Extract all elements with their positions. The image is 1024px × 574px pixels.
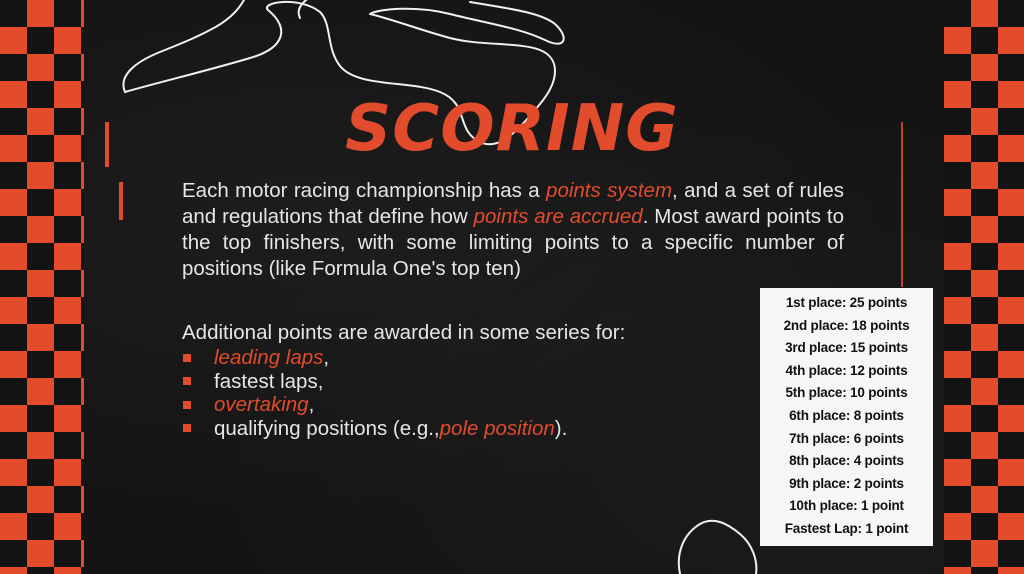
points-row: 9th place: 2 points xyxy=(789,475,904,491)
highlight-points-system: points system xyxy=(546,179,673,202)
checkered-flag-right xyxy=(944,0,1024,574)
accent-stripe xyxy=(119,182,123,220)
square-bullet-icon xyxy=(183,424,191,432)
bullet-highlight: leading laps xyxy=(214,346,324,369)
points-row: 8th place: 4 points xyxy=(789,453,904,469)
bullet-text: , xyxy=(308,393,315,416)
points-row: Fastest Lap: 1 point xyxy=(784,520,909,536)
bonus-intro: Additional points are awarded in some series for: xyxy=(182,321,626,344)
bullet-highlight: pole position xyxy=(439,416,555,440)
square-bullet-icon xyxy=(183,401,191,409)
bonus-list xyxy=(182,346,567,440)
list-item xyxy=(182,417,567,441)
points-row: 2nd place: 18 points xyxy=(783,317,910,333)
points-row: 7th place: 6 points xyxy=(789,430,904,446)
list-item xyxy=(182,370,567,394)
list-item xyxy=(182,393,567,417)
points-list xyxy=(760,292,933,541)
paragraph-text: Each motor racing championship has a xyxy=(182,179,547,202)
square-bullet-icon xyxy=(183,377,191,385)
points-table-card xyxy=(760,288,933,546)
points-row: 4th place: 12 points xyxy=(785,362,908,378)
list-item xyxy=(182,346,567,370)
paragraph-text: . Most award points to the top finishers, with some limiting points to a specific number of positions (like Formula One's top ten) xyxy=(182,205,845,280)
bullet-text: fastest laps, xyxy=(214,369,324,393)
slide-title: SCORING xyxy=(345,92,679,166)
points-row: 1st place: 25 points xyxy=(785,295,908,310)
points-row: 6th place: 8 points xyxy=(789,407,904,423)
points-row: 3rd place: 15 points xyxy=(785,340,908,356)
bullet-highlight: overtaking xyxy=(214,393,309,416)
bullet-text: ). xyxy=(554,416,568,440)
square-bullet-icon xyxy=(183,354,191,362)
bullet-text: qualifying positions (e.g., xyxy=(214,416,440,440)
intro-paragraph xyxy=(182,178,844,282)
checkered-flag-left xyxy=(0,0,84,574)
bullet-text: , xyxy=(323,346,330,369)
paragraph-text: , and a set of rules and regulations that define how xyxy=(182,179,844,228)
points-row: 10th place: 1 point xyxy=(789,498,904,514)
highlight-points-accrued: points are accrued xyxy=(473,205,643,228)
points-row: 5th place: 10 points xyxy=(785,385,908,401)
